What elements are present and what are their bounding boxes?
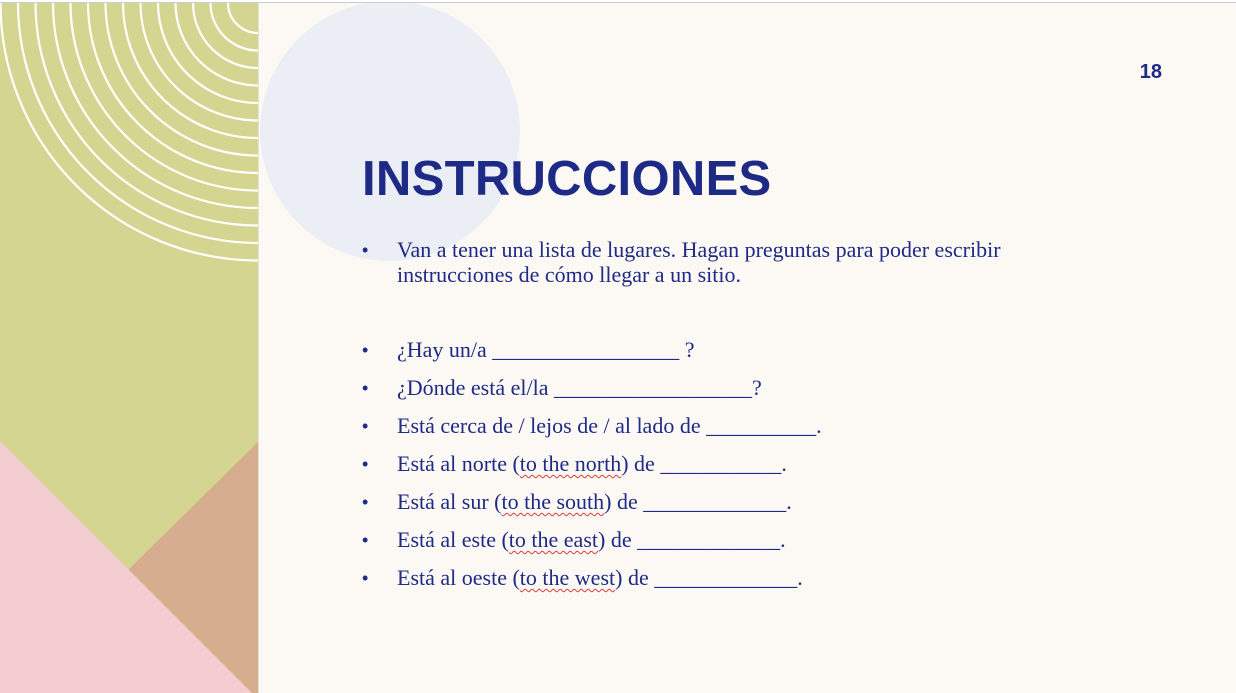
list-item <box>362 451 1082 489</box>
spellcheck-marked-text: to the north <box>519 451 622 476</box>
list-item <box>362 413 1082 451</box>
item-text-end: ) de ___________. <box>621 451 787 476</box>
intro-bullet <box>362 237 1082 287</box>
intro-text: Van a tener una lista de lugares. Hagan preguntas para poder escribir instrucciones de cómo llegar a un sitio. <box>397 237 1001 287</box>
list-item <box>362 527 1082 565</box>
bullet-dot: • <box>362 492 369 512</box>
bullet-dot: • <box>362 454 369 474</box>
list-item <box>362 489 1082 527</box>
bullet-dot: • <box>362 240 369 260</box>
bullet-dot: • <box>362 568 369 588</box>
item-text: Está cerca de / lejos de / al lado de __________. <box>397 413 822 438</box>
spellcheck-marked-text: to the west <box>519 565 616 590</box>
item-text-end: ) de _____________. <box>615 565 803 590</box>
list-item <box>362 375 1082 413</box>
bullet-dot: • <box>362 416 369 436</box>
item-text: Está al oeste ( <box>397 565 520 590</box>
slide-title: INSTRUCCIONES <box>362 152 772 206</box>
item-text: Está al norte ( <box>397 451 520 476</box>
blue-circle-shape <box>260 3 520 261</box>
bullet-dot: • <box>362 340 369 360</box>
bullet-list <box>362 237 1082 603</box>
item-text: Está al sur ( <box>397 489 502 514</box>
bullet-dot: • <box>362 378 369 398</box>
bullet-dot: • <box>362 530 369 550</box>
spellcheck-marked-text: to the south <box>501 489 605 514</box>
list-item <box>362 337 1082 375</box>
panel-edge <box>258 3 259 693</box>
item-text: ¿Hay un/a _________________ ? <box>397 337 695 362</box>
slide-number: 18 <box>1139 61 1162 83</box>
item-text: Está al este ( <box>397 527 509 552</box>
spellcheck-marked-text: to the east <box>508 527 598 552</box>
item-text-end: ) de _____________. <box>598 527 786 552</box>
item-text: ¿Dónde está el/la __________________? <box>397 375 762 400</box>
item-text-end: ) de _____________. <box>604 489 792 514</box>
list-item <box>362 565 1082 603</box>
slide <box>0 2 1236 693</box>
